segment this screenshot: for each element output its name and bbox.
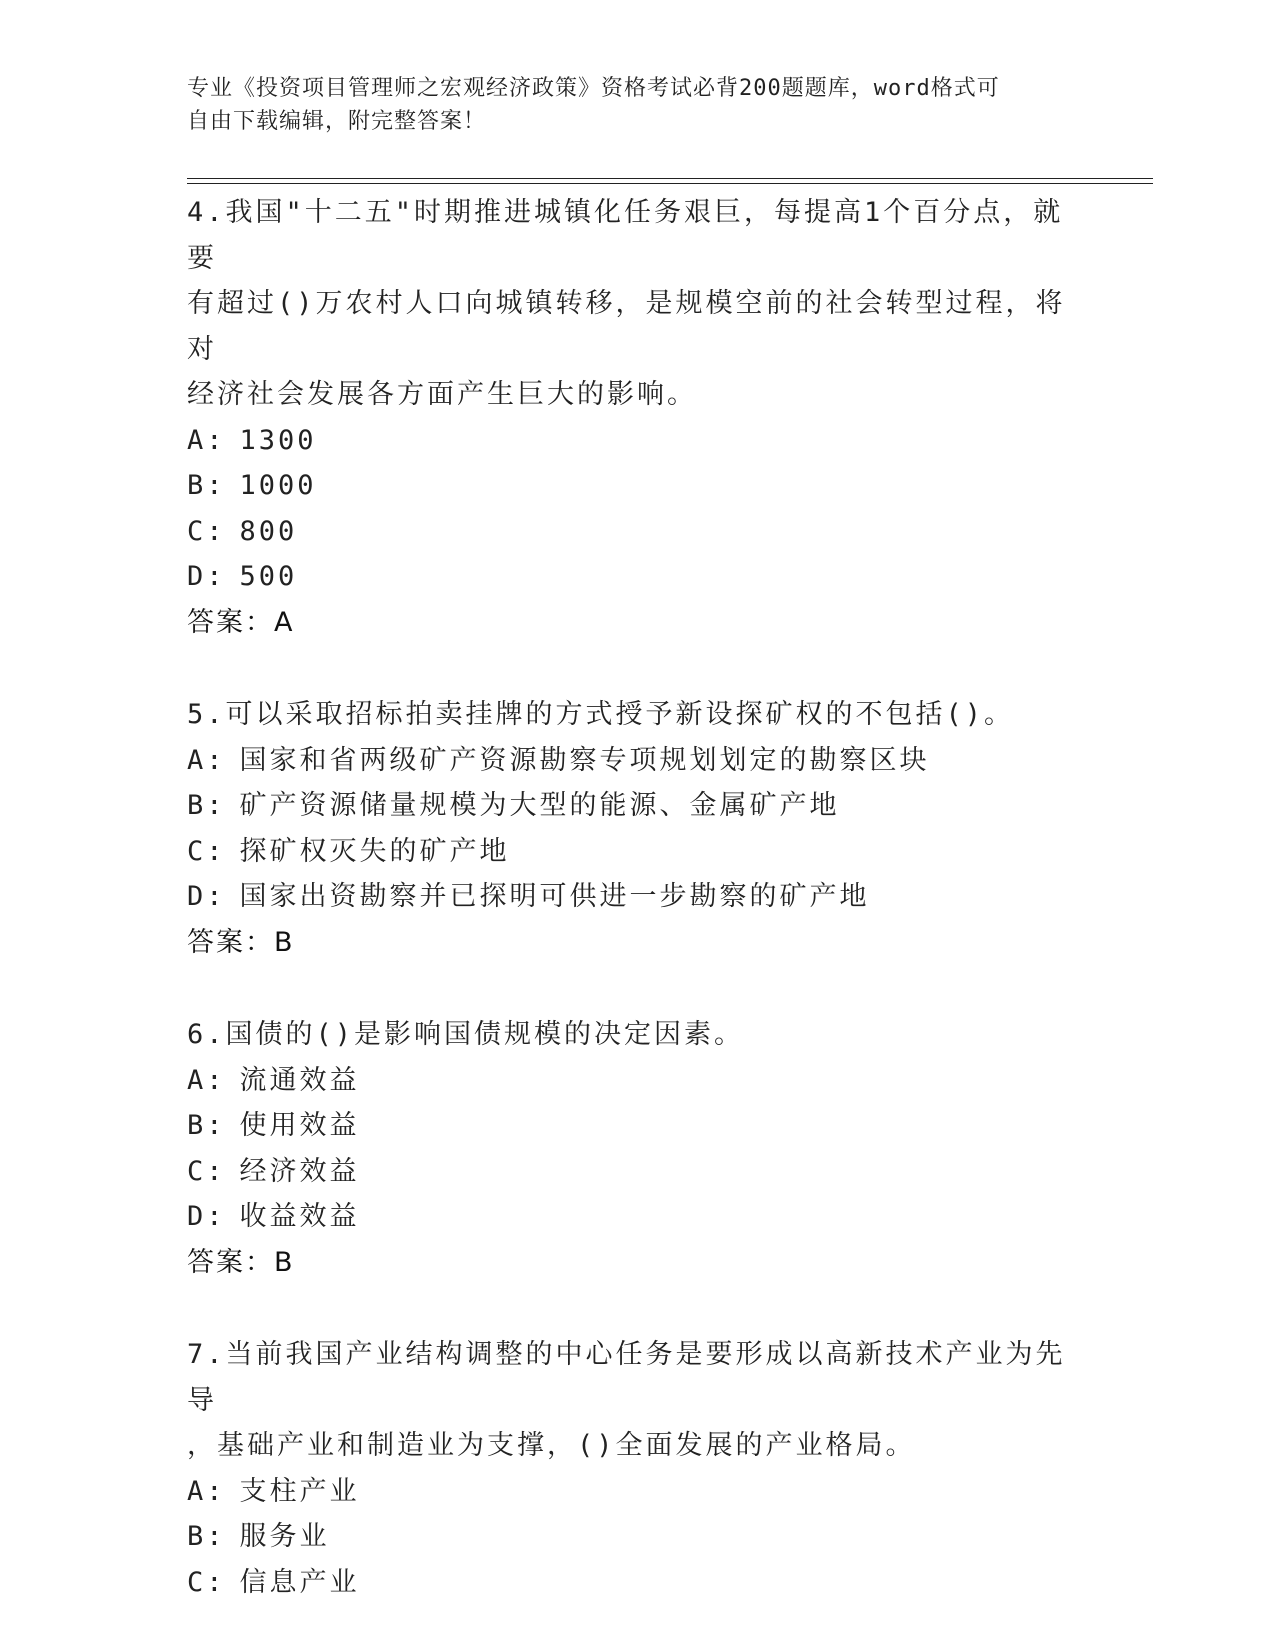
option-text: 服务业 <box>239 1521 330 1552</box>
option-letter: B: <box>187 470 226 501</box>
header-title-line-2: 自由下载编辑，附完整答案！ <box>187 109 487 134</box>
option-letter: C: <box>187 835 226 867</box>
question-line: 5.可以采取招标拍卖挂牌的方式授予新设探矿权的不包括()。 <box>187 699 1015 730</box>
option-letter: A: <box>187 744 226 776</box>
header-divider-top <box>187 178 1153 179</box>
option-a <box>187 418 1087 464</box>
option-b <box>187 463 1087 509</box>
option-letter: D: <box>187 1201 226 1232</box>
question-line: 6.国债的()是影响国债规模的决定因素。 <box>187 1019 745 1050</box>
question-line: ，基础产业和制造业为支撑，()全面发展的产业格局。 <box>187 1430 916 1461</box>
option-b <box>187 1103 1087 1149</box>
option-d <box>187 554 1087 600</box>
option-d <box>187 874 1087 920</box>
option-a <box>187 738 1087 784</box>
option-c <box>187 1149 1087 1195</box>
option-d <box>187 1194 1087 1240</box>
answer-line: 答案：B <box>187 926 295 958</box>
option-text: 经济效益 <box>239 1155 360 1187</box>
option-letter: C: <box>187 1566 226 1598</box>
option-b <box>187 1514 1087 1560</box>
option-text: 矿产资源储量规模为大型的能源、金属矿产地 <box>239 790 840 821</box>
question-text <box>187 1012 1087 1058</box>
option-text: 流通效益 <box>239 1064 360 1096</box>
option-b <box>187 783 1087 829</box>
option-letter: B: <box>187 1110 226 1141</box>
option-c <box>187 829 1087 875</box>
option-letter: B: <box>187 790 226 821</box>
question-line: 4.我国"十二五"时期推进城镇化任务艰巨，每提高1个百分点，就要 <box>187 197 1064 274</box>
question-line: 有超过()万农村人口向城镇转移，是规模空前的社会转型过程，将对 <box>187 288 1066 365</box>
question-line: 经济社会发展各方面产生巨大的影响。 <box>187 379 697 410</box>
option-text: 收益效益 <box>239 1201 360 1232</box>
option-a <box>187 1469 1087 1515</box>
question-line: 7.当前我国产业结构调整的中心任务是要形成以高新技术产业为先导 <box>187 1339 1066 1416</box>
option-text: 探矿权灭失的矿产地 <box>239 835 510 867</box>
option-text: 信息产业 <box>239 1566 360 1598</box>
option-text: 1000 <box>239 470 317 501</box>
option-letter: D: <box>187 561 226 592</box>
option-letter: D: <box>187 881 226 912</box>
option-letter: A: <box>187 1064 226 1096</box>
question-item <box>187 1332 1087 1605</box>
document-header <box>187 72 1067 138</box>
question-text <box>187 692 1087 738</box>
question-item <box>187 1012 1087 1285</box>
header-title-line-1: 专业《投资项目管理师之宏观经济政策》资格考试必背200题题库，word格式可 <box>187 76 1000 101</box>
option-c <box>187 509 1087 555</box>
question-list <box>187 190 1087 1652</box>
option-text: 国家和省两级矿产资源勘察专项规划划定的勘察区块 <box>239 744 930 776</box>
option-text: 800 <box>239 515 298 547</box>
answer-line: 答案：B <box>187 1246 295 1278</box>
option-a <box>187 1058 1087 1104</box>
option-text: 500 <box>239 561 298 592</box>
option-letter: A: <box>187 424 226 456</box>
option-text: 国家出资勘察并已探明可供进一步勘察的矿产地 <box>239 881 870 912</box>
question-item <box>187 692 1087 965</box>
option-text: 使用效益 <box>239 1110 360 1141</box>
question-text <box>187 190 1087 418</box>
option-text: 支柱产业 <box>239 1475 360 1507</box>
question-text <box>187 1332 1087 1469</box>
option-letter: A: <box>187 1475 226 1507</box>
question-item <box>187 190 1087 645</box>
answer-line: 答案：A <box>187 606 295 638</box>
option-text: 1300 <box>239 424 317 456</box>
option-letter: C: <box>187 1155 226 1187</box>
option-letter: C: <box>187 515 226 547</box>
header-divider-bottom <box>187 183 1153 184</box>
option-letter: B: <box>187 1521 226 1552</box>
option-c <box>187 1560 1087 1606</box>
